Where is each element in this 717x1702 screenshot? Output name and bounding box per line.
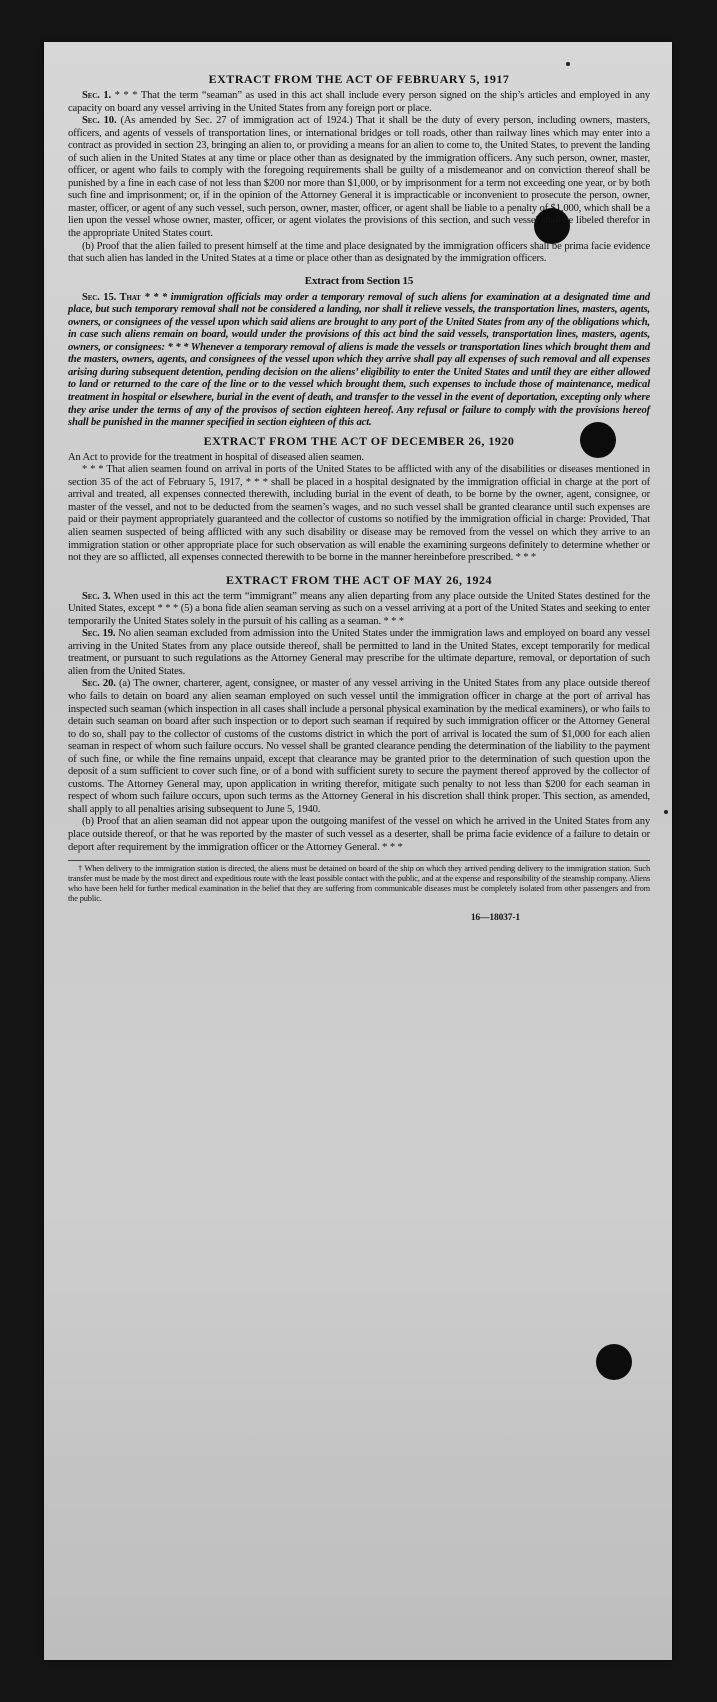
paragraph-text: (a) The owner, charterer, agent, consignee, or master of any vessel arriving in the United States from any place outside thereof who fails to detain on board any alien seaman employed on such vessel until the immigration officer in charge at the port of arrival has inspected such seaman (which inspection in all cases shall include a personal physical examination by the medical examiners), or who fails to detain such seaman on board after such inspection or to deport such seaman if required by such immigration officer or the Attorney General to do so, shall pay to the collector of customs of the customs district in which the port of arrival is located the sum of $1,000 for each alien seaman in respect of whom such failure occurs. No vessel shall be granted clearance pending the determination of the liability to the payment of such fine, or while the fine remains unpaid, except that clearance may be granted prior to the determination of such question upon the deposit of a sum sufficient to cover such fine, or of a bond with sufficient surety to secure the payment thereof approved by the collector of customs. The Attorney General may, upon application in writing therefor, mitigate such penalty to not less than $200 for each seaman in respect of whom such failure occurs, upon such terms as the Attorney General in his discretion shall think proper. This section, as amended, shall apply to all penalties arising subsequent to June 5, 1940. bbox=[68, 678, 651, 815]
document-text bbox=[68, 72, 650, 925]
document-page bbox=[44, 42, 672, 1660]
heading-act-1924: EXTRACT FROM THE ACT OF MAY 26, 1924 bbox=[225, 572, 493, 587]
section-label: Sec. 19. bbox=[82, 628, 116, 640]
heading-act-1920: EXTRACT FROM THE ACT OF DECEMBER 26, 1920 bbox=[203, 433, 515, 448]
section-label: Sec. 1. bbox=[82, 90, 111, 101]
paragraph-text: * * * That the term “seaman” as used in this act shall include every person signed on the ship’s articles and employed in any capacity on board any vessel arriving in the United States from any foreign port or place. bbox=[68, 90, 650, 114]
section-label: Sec. 20. bbox=[82, 678, 116, 690]
section-label: Sec. 15. That bbox=[82, 291, 141, 303]
paragraph-proof-manifest: (b) Proof that an alien seaman did not appear upon the outgoing manifest of the vessel on which he arrived in the United States from any place outside thereof, or that he was reported by the master of such vessel as a deserter, shall be prima facie evidence of a failure to detain or deport after requirement by the immigration officer or the Attorney General. * * * bbox=[68, 816, 650, 853]
paragraph-sec-10 bbox=[68, 115, 650, 240]
paragraph-sec-19 bbox=[68, 628, 650, 678]
paragraph-text: * * * immigration officials may order a temporary removal of such aliens for examination at a designated time and place, but such temporary removal shall not be considered a landing, nor shall it relieve vessels, the transportation lines, masters, agents, owners, or consignees of the vessel upon which said aliens are brought to any port of the United States from any of the obligations which, in case such aliens remain on board, would under the provisions of this act bind the said vessels, transportation lines, masters, agents, owners, or consignees: * * * Whenever a temporary removal of aliens is made the vessels or transportation lines which brought them and the masters, owners, agents, and consignees of the vessel upon which they arrive shall pay all expenses of such removal and all expenses arising during subsequent detention, pending decision on the aliens’ eligibility to enter the United States and until they are either allowed to land or returned to the care of the line or to the vessel which brought them, such expenses to include those of maintenance, medical treatment in hospital or elsewhere, burial in the event of death, and transfer to the vessel in the event of deportation, excepting only where they arise under the terms of any of the provisos of section eighteen hereof. Any refusal or failure to comply with the provisions hereof shall be punished in the manner specified in section eighteen of this act. bbox=[68, 291, 650, 429]
paragraph-act-title: An Act to provide for the treatment in hospital of diseased alien seamen. bbox=[68, 451, 364, 463]
paragraph-sec-3 bbox=[68, 591, 650, 629]
heading-act-1917: EXTRACT FROM THE ACT OF FEBRUARY 5, 1917 bbox=[208, 72, 510, 86]
form-number: 16—18037-1 bbox=[470, 913, 520, 924]
paragraph-sec-20 bbox=[68, 678, 650, 816]
section-label: Sec. 10. bbox=[82, 115, 117, 127]
paragraph-text: (As amended by Sec. 27 of immigration act of 1924.) That it shall be the duty of every person, including owners, masters, officers, and agents of vessels of transportation lines, or international bridges or toll roads, other than railway lines which may enter into a contract as provided in section 23, bringing an alien to, or providing a means for an alien to come to, the United States, to prevent the landing of such alien in the United States at any time or place other than as designated by the immigration officers. Any such person, owner, master, officer, or agent who fails to comply with the foregoing requirements shall be guilty of a misdemeanor and on conviction thereof shall be punished by a fine in each case of not less than $200 nor more than $1,000, or by imprisonment for a term not exceeding one year, or by both such fine and imprisonment; or, if in the opinion of the Attorney General it is impracticable or inconvenient to prosecute the person, owner, master, officer, or agent of any such vessel, such person, owner, master, officer, or agent shall be liable to a penalty of $1,000, which shall be a lien upon the vessel whose owner, master, officer, or agent violates the provisions of this section, and such vessel shall be libeled therefor in the appropriate United States court. bbox=[68, 115, 651, 240]
speck bbox=[664, 810, 668, 814]
speck bbox=[566, 62, 570, 66]
punch-hole bbox=[596, 1344, 632, 1380]
section-label: Sec. 3. bbox=[82, 590, 111, 602]
footnote: † When delivery to the immigration station is directed, the aliens must be detained on board of the ship on which they arrived pending delivery to the immigration station. Such transfer must be made by the most direct and expeditious route with the least possible contact with the public, and at the expense and responsibility of the steamship company. Aliens who have been held for further medical examination in the belief that they are suffering from communicable diseases must be completely isolated from other passengers and from the public. bbox=[68, 860, 650, 904]
paragraph-hospital-treatment: * * * That alien seamen found on arrival in ports of the United States to be afflicted with any of the disabilities or diseases mentioned in section 35 of the act of February 5, 1917, * * * shall be placed in a hospital designated by the immigration official in charge at the port of arrival and treated, all expenses connected therewith, including burial in the event of death, to be borne by the owner, agent, consignee, or master of the vessel, and not to be deducted from the seamen’s wages, and no such vessel shall be granted clearance until such expenses are paid or their payment appropriately guaranteed and the collector of customs so notified by the immigration official in charge: Provided, That alien seamen suspected of being afflicted with any such disability or disease may be removed from the vessel on which they arrive to an immigration station or other appropriate place for such observation as will enable the examining surgeons definitely to determine whether or not they are so afflicted, all expenses connected therewith to be borne in the manner hereinbefore prescribed. * * * bbox=[68, 464, 650, 564]
paragraph-text: When used in this act the term “immigrant” means any alien departing from any place outside the United States destined for the United States, except * * * (5) a bona fide alien seaman serving as such on a vessel arriving at a port of the United States and seeking to enter temporarily the United States solely in the pursuit of his calling as a seaman. * * * bbox=[68, 590, 650, 627]
paragraph-text: No alien seaman excluded from admission into the United States under the immigration laws and employed on board any vessel arriving in the United States from any place outside thereof, shall be permitted to land in the United States, except temporarily for medical treatment, or pursuant to such regulations as the Attorney General may prescribe for the ultimate departure, removal, or deportation of such alien from the United States. bbox=[68, 628, 650, 677]
paragraph-sec-15 bbox=[68, 292, 650, 430]
heading-section-15: Extract from Section 15 bbox=[304, 274, 414, 287]
paragraph-sec-1 bbox=[68, 90, 650, 115]
paragraph-proof-b: (b) Proof that the alien failed to present himself at the time and place designated by the immigration officers shall be prima facie evidence that such alien has landed in the United States at a time or place other than as designated by the immigration officers. bbox=[68, 240, 650, 265]
